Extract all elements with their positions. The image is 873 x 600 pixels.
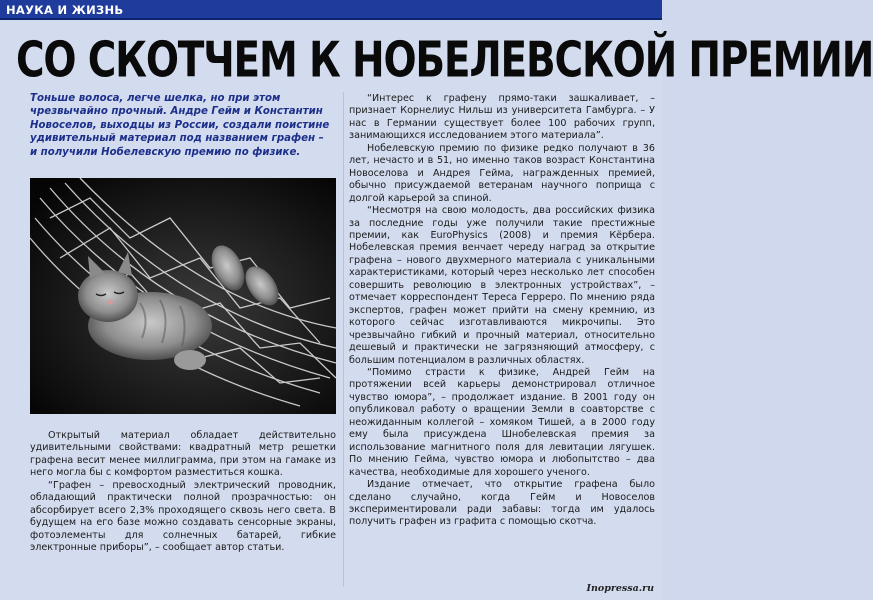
article-left-column xyxy=(30,430,336,555)
rubric-bar xyxy=(0,0,662,20)
column-divider xyxy=(343,92,344,587)
kitten-hammock-illustration xyxy=(30,178,336,414)
paragraph: “Несмотря на свою молодость, два российских физика за последние годы уже получили такие престижные премии, как EuroPhysics (2008) и премия Кёрбера. Нобелевская премия венчает череду наград за открытие графена – нового двухмерного материала с уникальными характеристиками, который через несколько лет способен совершить революцию в электронных устройствах”, – отмечает корреспондент Тереса Герреро. По мнению ряда экспертов, графен может прийти на смену кремнию, из которого сейчас изготавливаются микрочипы. Это чрезвычайно гибкий и прочный материал, относительно дешевый и практически не загрязняющий атмосферу, с большим потенциалом в различных областях. xyxy=(349,205,655,366)
paragraph: Нобелевскую премию по физике редко получают в 36 лет, нечасто и в 51, но именно таков возраст Константина Новоселова и Андрея Гейма, награжденных премией, обычно присуждаемой ветеранам научного поприща с долгой карьерой за спиной. xyxy=(349,142,655,204)
paragraph: “Интерес к графену прямо-таки зашкаливает, – признает Корнелиус Нильш из университета Гамбурга. – У нас в Германии существует более 100 рабочих групп, занимающихся исследованием этого материала”. xyxy=(349,93,655,142)
paragraph: Открытый материал обладает действительно удивительными свойствами: квадратный метр решетки графена весит менее миллиграмма, при этом на гамаке из него могла бы с комфортом разместиться кошка. xyxy=(30,430,336,479)
article-lead: Тоньше волоса, легче шелка, но при этом чрезвычайно прочный. Андре Гейм и Константин Новоселов, выходцы из России, создали поистине удивительный материал под названием графен – и получили Нобелевскую премию по физике. xyxy=(30,93,330,158)
paragraph: Издание отмечает, что открытие графена было сделано случайно, когда Гейм и Новоселов экспериментировали ради забавы: тогда им удалось получить графен из графита с помощью скотча. xyxy=(349,479,655,528)
article-right-column xyxy=(349,93,655,529)
kitten-hammock-photo xyxy=(30,178,336,414)
rubric-label: НАУКА И ЖИЗНЬ xyxy=(6,3,124,17)
article-headline: СО СКОТЧЕМ К НОБЕЛЕВСКОЙ ПРЕМИИ xyxy=(16,32,873,89)
source-credit: Inopressa.ru xyxy=(586,583,654,594)
paragraph: “Помимо страсти к физике, Андрей Гейм на протяжении всей карьеры демонстрировал отличное чувство юмора”, – продолжает издание. В 2001 году он опубликовал работу о вращении Земли в соавторстве с неожиданным коллегой – хомяком Тишей, а в 2000 году ему была присуждена Шнобелевская премия за использование магнитного поля для левитации лягушек. По мнению Гейма, чувство юмора и любопытство – два качества, необходимые для хорошего ученого. xyxy=(349,366,655,478)
paragraph: “Графен – превосходный электрический проводник, обладающий практически полной прозрачностью: он абсорбирует всего 2,3% проходящего сквозь него света. В будущем на его базе можно создавать сенсорные экраны, фотоэлементы для солнечных батарей, гибкие электронные приборы”, – сообщает автор статьи. xyxy=(30,479,336,554)
